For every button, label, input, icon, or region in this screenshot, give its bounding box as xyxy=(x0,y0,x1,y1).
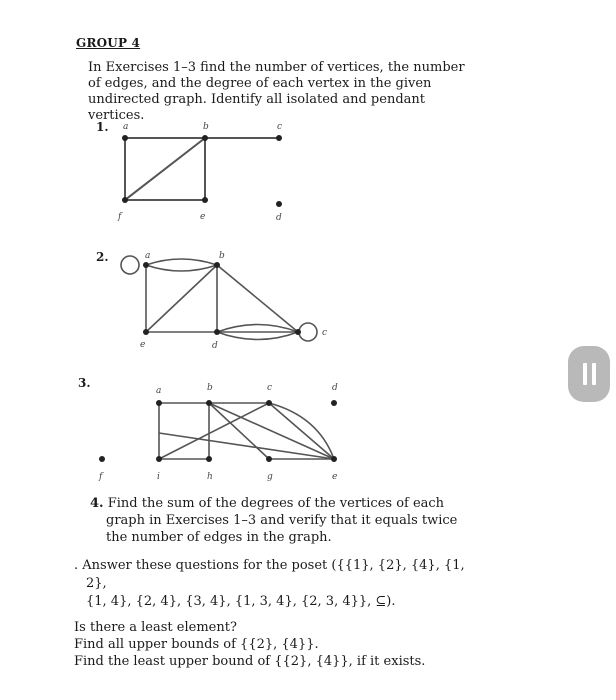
exercise-1-number: 1. xyxy=(96,120,109,134)
vertex-b xyxy=(202,135,208,141)
edge-b-g xyxy=(209,403,269,459)
vertex-g xyxy=(266,456,272,462)
label-h: h xyxy=(207,472,213,482)
poset-section xyxy=(74,557,474,670)
poset-question-1: Is there a least element? xyxy=(74,620,237,635)
label-c: c xyxy=(322,328,328,338)
label-d: d xyxy=(332,383,338,393)
label-e: e xyxy=(200,212,206,222)
label-d: d xyxy=(212,341,218,351)
grip-bar-left xyxy=(583,363,587,385)
group-title: GROUP 4 xyxy=(76,36,141,50)
poset-bullet: . xyxy=(74,558,79,573)
edge-e-b xyxy=(146,265,217,332)
label-b: b xyxy=(203,122,209,132)
vertex-c xyxy=(266,400,272,406)
label-a: a xyxy=(123,122,129,132)
exercise-2-number: 2. xyxy=(96,250,109,264)
edge-b-e xyxy=(209,403,334,459)
scroll-handle[interactable] xyxy=(568,346,610,402)
label-a: a xyxy=(145,251,151,261)
vertex-c xyxy=(276,135,282,141)
loop-a xyxy=(121,256,139,274)
vertex-h xyxy=(206,456,212,462)
label-f: f xyxy=(118,212,122,222)
question-4-number: 4. xyxy=(90,496,104,511)
vertex-c xyxy=(295,329,301,335)
label-e: e xyxy=(140,340,146,350)
vertex-e xyxy=(202,197,208,203)
question-4-text: Find the sum of the degrees of the vertices of each graph in Exercises 1–3 and verify that it equals twice the number of edges in the graph. xyxy=(106,496,458,545)
edge-d-c-1 xyxy=(217,325,298,333)
edge-i-c xyxy=(159,403,269,459)
vertex-b xyxy=(206,400,212,406)
label-b: b xyxy=(207,383,213,393)
exercise-3-graph xyxy=(86,378,366,486)
poset-question-3: Find the least upper bound of {{2}, {4}}, if it exists. xyxy=(74,654,426,669)
intro-paragraph: In Exercises 1–3 find the number of vertices, the number of edges, and the degree of each vertex in the given undirected graph. Identify all isolated and pendant vertices. xyxy=(88,60,465,123)
vertex-e xyxy=(331,456,337,462)
vertex-a xyxy=(156,400,162,406)
label-d: d xyxy=(276,213,282,223)
question-4 xyxy=(90,495,470,546)
label-c: c xyxy=(277,122,283,132)
vertex-i xyxy=(156,456,162,462)
label-f: f xyxy=(99,472,103,482)
edge-a-b-1 xyxy=(146,259,217,265)
edge-d-c-2 xyxy=(217,332,298,340)
vertex-e xyxy=(143,329,149,335)
label-i: i xyxy=(157,472,160,482)
vertex-b xyxy=(214,262,220,268)
label-a: a xyxy=(156,386,162,396)
edge-b-c xyxy=(217,265,298,332)
exercise-2-graph xyxy=(108,245,338,355)
loop-c xyxy=(299,323,317,341)
poset-line-2: {1, 4}, {2, 4}, {3, 4}, {1, 3, 4}, {2, 3, 4}}, ⊆). xyxy=(86,594,396,609)
vertex-f xyxy=(99,456,105,462)
label-c: c xyxy=(267,383,273,393)
vertex-d xyxy=(331,400,337,406)
edge-a-b-2 xyxy=(146,265,217,271)
label-b: b xyxy=(219,251,225,261)
vertex-d xyxy=(214,329,220,335)
vertex-f xyxy=(122,197,128,203)
poset-question-2: Find all upper bounds of {{2}, {4}}. xyxy=(74,637,319,652)
exercise-3-number: 3. xyxy=(78,376,91,390)
label-g: g xyxy=(267,472,273,482)
vertex-a xyxy=(143,262,149,268)
grip-bar-right xyxy=(592,363,596,385)
edge-f-b xyxy=(125,138,205,200)
vertex-a xyxy=(122,135,128,141)
poset-line-1: Answer these questions for the poset ({{1}, {2}, {4}, {1, 2}, xyxy=(82,558,465,591)
exercise-1-graph xyxy=(108,118,298,228)
vertex-d xyxy=(276,201,282,207)
label-e: e xyxy=(332,472,338,482)
